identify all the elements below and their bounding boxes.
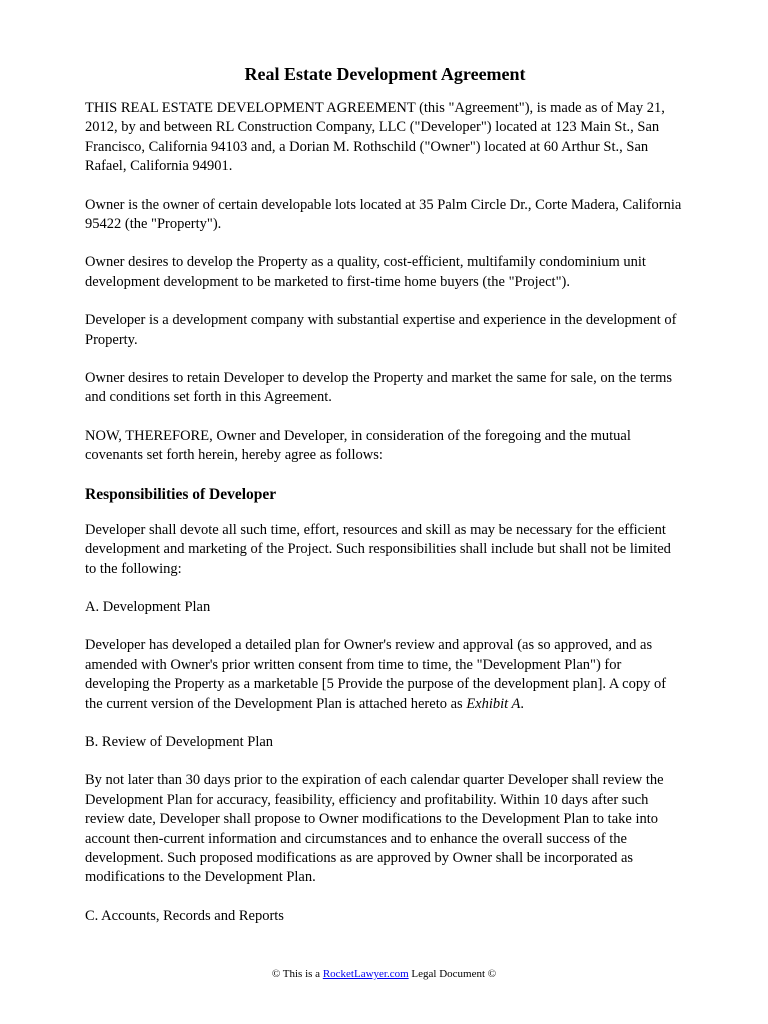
recital-property: Owner is the owner of certain developable lots located at 35 Palm Circle Dr., Corte Madera, California 95422 (the "Property"). [85,196,682,233]
recital-developer: Developer is a development company with substantial expertise and experience in the development of Property. [85,312,677,348]
section-heading: Responsibilities of Developer [85,485,277,503]
recital-retain: Owner desires to retain Developer to develop the Property and market the same for sale, on the terms and conditions set forth in this Agreement. [85,370,673,406]
document-body [85,62,685,945]
recital-agreement: NOW, THEREFORE, Owner and Developer, in consideration of the foregoing and the mutual covenants set forth herein, hereby agree as follows: [85,427,631,464]
exhibit-reference: Exhibit A [466,695,521,712]
subsection-a-end: . [520,695,525,712]
footer-link[interactable]: RocketLawyer.com [322,968,409,980]
recital-project: Owner desires to develop the Property as a quality, cost-efficient, multifamily condominium unit development development to be marketed to first-time home buyers (the "Project"). [85,254,646,290]
subsection-b-heading: B. Review of Development Plan [85,733,274,750]
subsection-b-text: By not later than 30 days prior to the expiration of each calendar quarter Developer shall review the Development Plan for accuracy, feasibility, efficiency and profitability. Within 10 days after such review date, Developer shall propose to Owner modifications to the Development Plan to take into account then-current information and circumstances and to enhance the overall success of the development. Such proposed modifications as are approved by Owner shall be incorporated as modifications to the Development Plan. [85,772,664,886]
subsection-c-heading: C. Accounts, Records and Reports [85,907,284,924]
footer-prefix: © This is a [271,968,323,980]
document-footer [0,967,768,981]
subsection-a-heading: A. Development Plan [85,598,211,615]
document-title: Real Estate Development Agreement [244,64,526,84]
subsection-a-text [85,636,685,714]
section-intro: Developer shall devote all such time, effort, resources and skill as may be necessary for the efficient development and marketing of the Project. Such responsibilities shall include but shall not be limited to the following: [85,521,671,577]
footer-suffix: Legal Document © [408,968,497,980]
intro-paragraph: THIS REAL ESTATE DEVELOPMENT AGREEMENT (this "Agreement"), is made as of May 21, 2012, by and between RL Construction Company, LLC ("Developer") located at 123 Main St., San Francisco, California 94103 and, a Dorian M. Rothschild ("Owner") located at 60 Arthur St., San Rafael, California 94901. [85,100,665,175]
subsection-a-body: Developer has developed a detailed plan for Owner's review and approval (as so approved, and as amended with Owner's prior written consent from time to time, the "Development Plan") for developing the Property as a marketable [5 Provide the purpose of the development plan]. A copy of the current version of the Development Plan is attached hereto as [85,637,667,712]
